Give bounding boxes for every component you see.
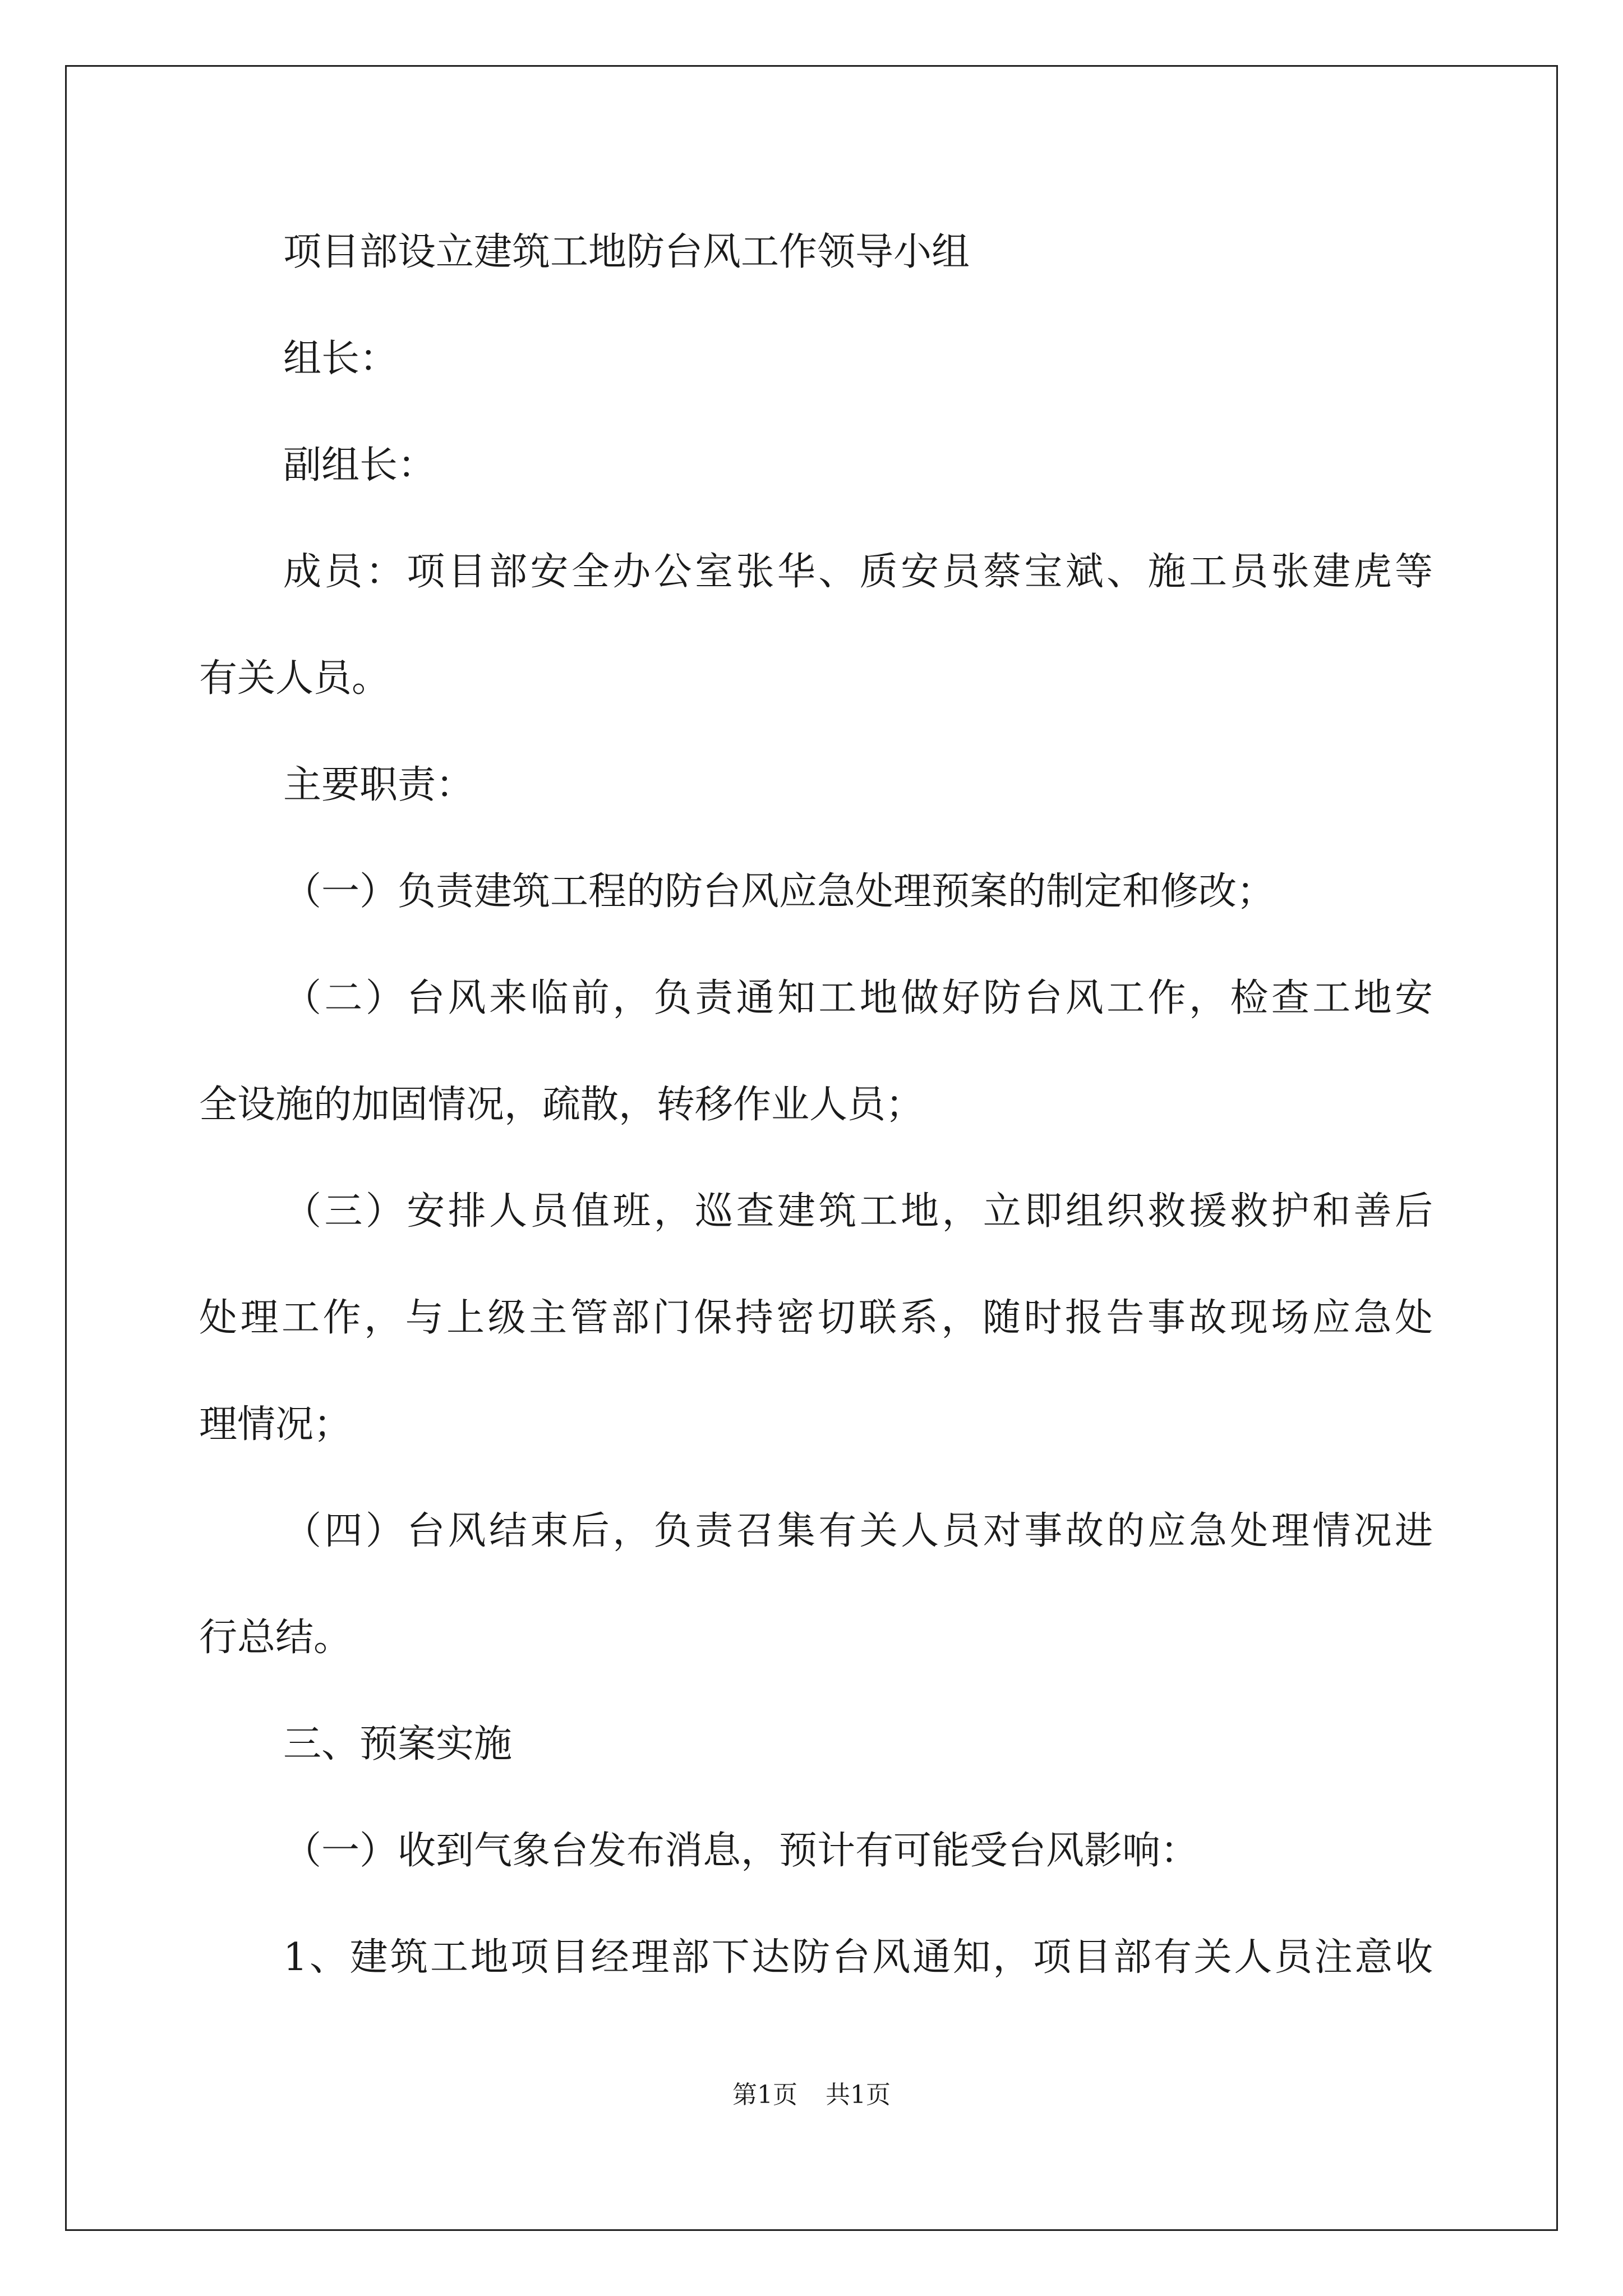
paragraph-heading: 项目部设立建筑工地防台风工作领导小组 [283, 230, 970, 274]
paragraph-members-line2: 有关人员。 [199, 656, 390, 701]
paragraph-members-line1: 成员：项目部安全办公室张华、质安员蔡宝斌、施工员张建虎等 [283, 550, 1433, 594]
paragraph-duty-4-line2: 行总结。 [199, 1616, 352, 1660]
page-footer [0, 2078, 1623, 2112]
paragraph-duty-2-line2: 全设施的加固情况，疏散，转移作业人员； [199, 1083, 924, 1127]
paragraph-team-leader: 组长： [283, 337, 398, 381]
page-number-current: 第1页 [732, 2081, 797, 2109]
paragraph-duty-3-line1: （三）安排人员值班，巡查建筑工地，立即组织救援救护和善后 [283, 1189, 1433, 1234]
paragraph-duties-title: 主要职责： [283, 763, 474, 807]
paragraph-implementation-1: （一）收到气象台发布消息，预计有可能受台风影响： [283, 1829, 1199, 1873]
paragraph-section-3-title: 三、预案实施 [283, 1722, 513, 1766]
paragraph-implementation-1-item-1: 1、建筑工地项目经理部下达防台风通知，项目部有关人员注意收 [283, 1935, 1433, 1980]
paragraph-duty-2-line1: （二）台风来临前，负责通知工地做好防台风工作，检查工地安 [283, 976, 1433, 1020]
paragraph-duty-3-line3: 理情况； [199, 1402, 352, 1447]
paragraph-duty-3-line2: 处理工作，与上级主管部门保持密切联系，随时报告事故现场应急处 [199, 1296, 1433, 1340]
page-number-total: 共1页 [826, 2081, 891, 2109]
paragraph-duty-1: （一）负责建筑工程的防台风应急处理预案的制定和修改； [283, 869, 1275, 914]
paragraph-deputy-leader: 副组长： [283, 443, 436, 487]
paragraph-duty-4-line1: （四）台风结束后，负责召集有关人员对事故的应急处理情况进 [283, 1509, 1433, 1553]
